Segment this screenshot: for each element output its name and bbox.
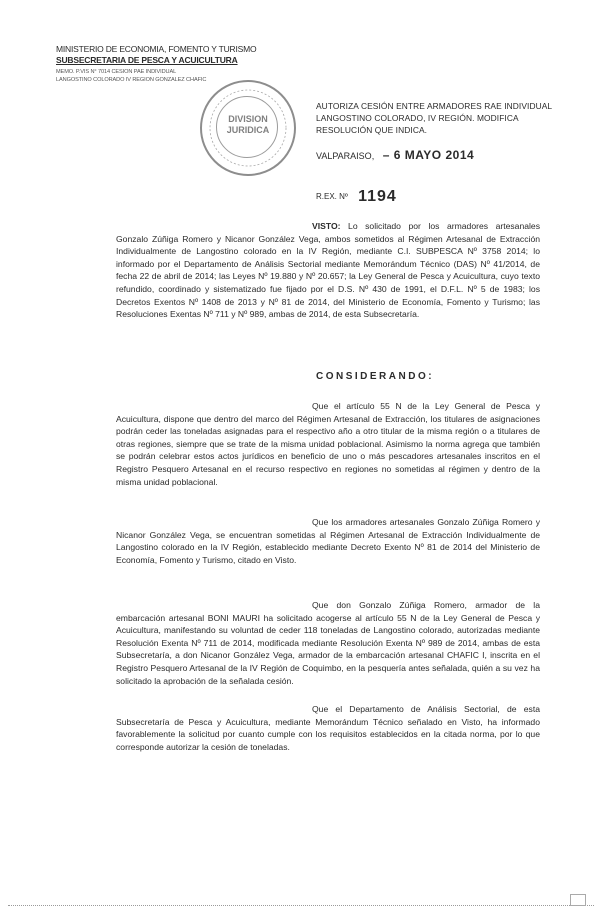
issue-date: – 6 MAYO 2014 — [382, 148, 475, 162]
ministry-name: MINISTERIO DE ECONOMIA, FOMENTO Y TURISMO — [56, 44, 257, 54]
scan-footer-line — [8, 905, 594, 906]
page-corner-mark — [570, 894, 586, 906]
juridical-stamp — [200, 80, 296, 176]
visto-lead: VISTO: — [312, 221, 341, 231]
place: VALPARAISO, — [316, 151, 375, 161]
considerando-text: Que el Departamento de Análisis Sectorial, de esta Subsecretaría de Pesca y Acuicultura, mediante Memorándum Técnico señalado en Visto, ha informado favorablemente la solicitud por cuanto cumple con los requisitos establecidos en la citada norma, por lo que corresponde autorizar la cesión de toneladas. — [116, 704, 540, 752]
subsecretaria-name: SUBSECRETARIA DE PESCA Y ACUICULTURA — [56, 55, 238, 65]
memo-reference — [56, 68, 206, 84]
considerando-paragraph — [116, 599, 540, 687]
memo-line-1: MEMO. P.VIS N° 7014 CESION PAE INDIVIDUAL — [56, 69, 177, 75]
stamp-line-1: DIVISION — [228, 114, 268, 124]
considerando-text: Que los armadores artesanales Gonzalo Zúñiga Romero y Nicanor González Vega, se encuentran sometidas al Régimen Artesanal de Extracción Individualmente de Langostino colorado en la IV Región, establecido mediante Decreto Exento Nº 81 de 2014 del Ministerio de Economía, Fomento y Turismo, citado en Visto. — [116, 517, 540, 565]
considerando-paragraph — [116, 400, 540, 488]
stamp-line-2: JURIDICA — [226, 125, 270, 135]
resolution-subject: AUTORIZA CESIÓN ENTRE ARMADORES RAE INDIVIDUAL LANGOSTINO COLORADO, IV REGIÓN. MODIFICA RESOLUCIÓN QUE INDICA. — [316, 101, 552, 135]
considerando-text: Que el artículo 55 N de la Ley General de Pesca y Acuicultura, dispone que dentro del marco del Régimen Artesanal de Extracción, los titulares de asignaciones podrán ceder las toneladas asignadas para el respectivo año a otro titular de la misma región o a titulares de otras regiones, siempre que se trate de la misma unidad poblacional. Asimismo la norma agrega que también se podrán celebrar estos actos jurídicos en beneficio de uno o más pescadores artesanales inscritos en el Registro Pesquero Artesanal en el recurso respectivo en regiones no sometidas al régimen y dentro de la misma unidad poblacional. — [116, 401, 540, 487]
resolution-number-block — [316, 188, 397, 206]
place-and-date — [316, 148, 474, 162]
considerando-paragraph — [116, 703, 540, 753]
letterhead — [56, 44, 256, 66]
visto-text: Lo solicitado por los armadores artesanales Gonzalo Zúñiga Romero y Nicanor González Vega, ambos sometidos al Régimen Artesanal de Extracción Individualmente de Langostino colorado en la IV Región, mediante C.I. SUBPESCA Nº 3758 2014; lo informado por el Departamento de Análisis Sectorial mediante Memorándum Técnico (DAS) Nº 41/2014, de fecha 22 de abril de 2014; las Leyes Nº 19.880 y Nº 20.657; la Ley General de Pesca y Acuicultura, cuyo texto refundido, coordinado y sistematizado fue fijado por el D.S. Nº 430 de 1991, el D.F.L. Nº 5 de 1983; los Decretos Exentos Nº 1408 de 2013 y Nº 81 de 2014, del Ministerio de Economía, Fomento y Turismo; las Resoluciones Exentas Nº 711 y Nº 989, ambas de 2014, de esta Subsecretaría. — [116, 221, 540, 320]
memo-line-2: LANGOSTINO COLORADO IV REGION GONZALEZ CHAFIC — [56, 77, 207, 83]
visto-paragraph — [116, 220, 540, 321]
resolution-number: 1194 — [358, 188, 397, 205]
resolution-label: R.EX. Nº — [316, 192, 348, 201]
considerando-heading: CONSIDERANDO: — [316, 371, 435, 382]
considerando-paragraph — [116, 516, 540, 566]
considerando-text: Que don Gonzalo Zúñiga Romero, armador de la embarcación artesanal BONI MAURI ha solicitado acogerse al artículo 55 N de la Ley General de Pesca y Acuicultura, manifestando su voluntad de ceder 118 toneladas de Langostino colorado, autorizadas mediante Resolución Exenta Nº 711 de 2014, modificada mediante Resolución Exenta Nº 989 de 2014, ambas de esta Subsecretaría, a don Nicanor González Vega, armador de la embarcación artesanal CHAFIC I, inscrita en el Registro Pesquero Artesanal de la IV Región de Coquimbo, en la pesquería antes señalada, quién a su vez ha solicitado la aprobación de la señalada cesión. — [116, 600, 540, 686]
